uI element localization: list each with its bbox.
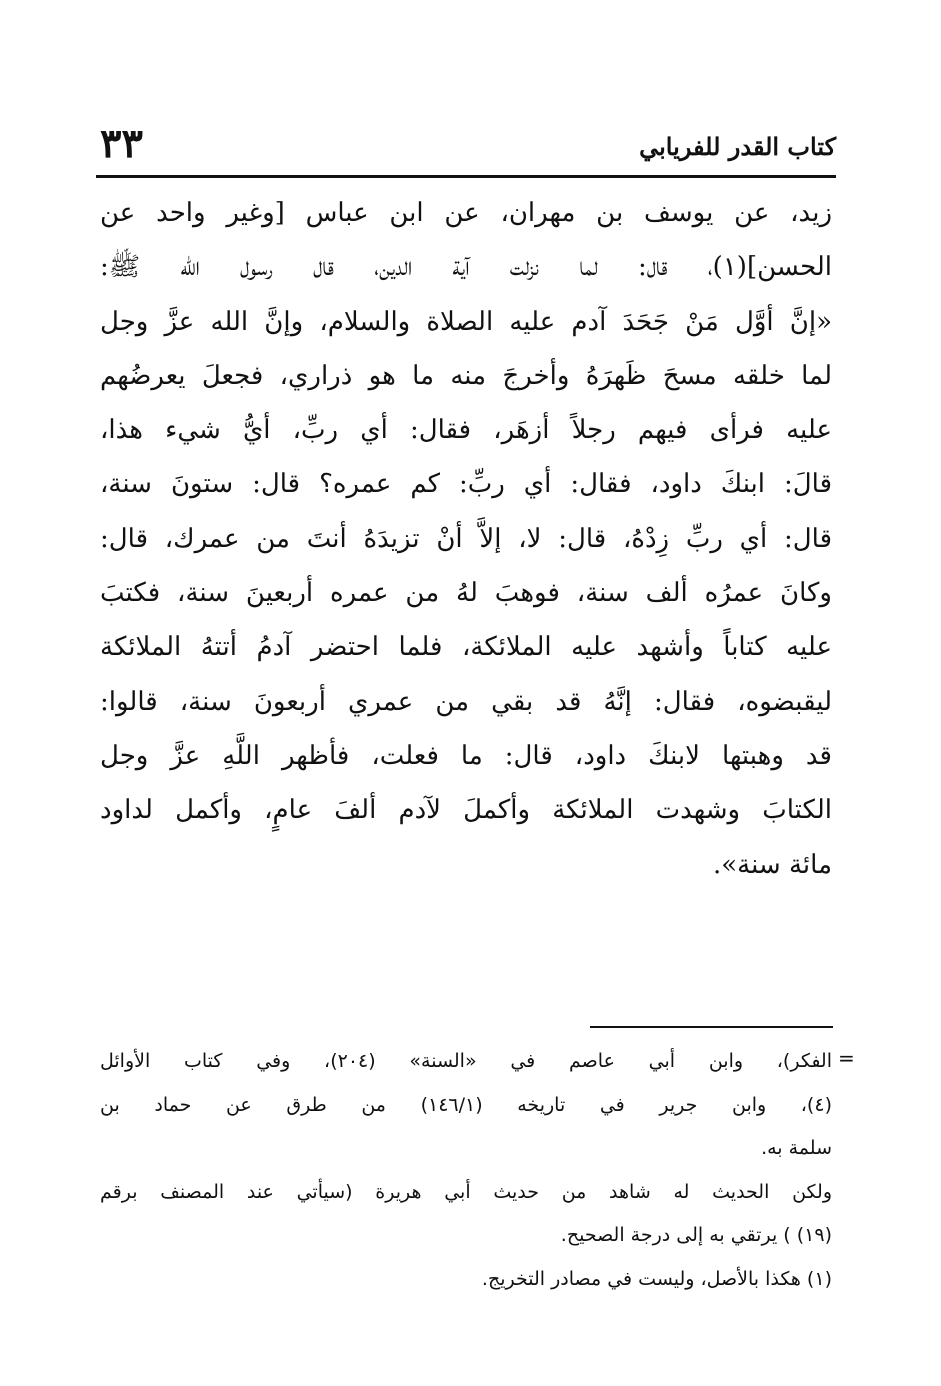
running-title: كتاب القدر للفريابي xyxy=(639,132,836,161)
footnote-line: سلمة به. xyxy=(761,1137,832,1159)
text-line: لما خلقه مسحَ ظَهرَهُ وأخرجَ منه ما هو ذراري، فجعلَ يعرضُهم xyxy=(100,360,832,391)
text-line: ليقبضوه، فقال: إنَّهُ قد بقي من عمري أربعونَ سنة، قالوا: xyxy=(100,686,832,717)
header-divider xyxy=(96,175,836,178)
text-line: الحسن](١)، قال: لما نزلت آية الدين، قال رسول الله ﷺ: xyxy=(100,252,832,283)
text-line: عليه فرأى فيهم رجلاً أزهَر، فقال: أي ربِّ، أيُّ شيء هذا، xyxy=(100,415,832,446)
text-line: قال: أي ربِّ زِدْهُ، قال: لا، إلاَّ أنْ تزيدَهُ أنتَ من عمرك، قال: xyxy=(100,523,832,554)
footnote-line: (١٩) ) يرتقي به إلى درجة الصحيح. xyxy=(560,1224,832,1246)
footnote-1: (١) هكذا بالأصل، وليست في مصادر التخريج. xyxy=(481,1267,832,1290)
footnote-line: ولكن الحديث له شاهد من حديث أبي هريرة (سيأتي عند المصنف برقم xyxy=(100,1180,832,1203)
text-line: قالَ: ابنكَ داود، فقال: أي ربِّ: كم عمره؟ قال: ستونَ سنة، xyxy=(100,469,832,500)
text-line: زيد، عن يوسف بن مهران، عن ابن عباس [وغير واحد عن xyxy=(100,198,832,228)
text-line: قد وهبتها لابنكَ داود، قال: ما فعلت، فأظهر اللَّهِ عزَّ وجل xyxy=(100,740,832,771)
page-header xyxy=(96,118,836,174)
text-line: مائة سنة». xyxy=(712,849,832,880)
footnote-continuation-mark: = xyxy=(838,1046,855,1070)
text-line: عليه كتاباً وأشهد عليه الملائكة، فلما احتضر آدمُ أتتهُ الملائكة xyxy=(100,632,832,663)
footnotes xyxy=(100,1040,832,1301)
text-line: وكانَ عمرُه ألف سنة، فوهبَ لهُ من عمره أربعينَ سنة، فكتبَ xyxy=(100,578,832,609)
footnote-line: (٤)، وابن جرير في تاريخه (١٤٦/١) من طرق عن حماد بن xyxy=(100,1093,832,1116)
text-line: الكتابَ وشهدت الملائكة وأكملَ لآدم ألفَ عامٍ، وأكمل لداود xyxy=(100,795,832,826)
footnote-divider xyxy=(590,1026,833,1028)
text-line: «إنَّ أوَّل مَنْ جَحَدَ آدم عليه الصلاة والسلام، وإنَّ الله عزَّ وجل xyxy=(100,306,832,337)
page-number: ٣٣ xyxy=(100,120,143,167)
footnote-line: الفكر)، وابن أبي عاصم في «السنة» (٢٠٤)، وفي كتاب الأوائل xyxy=(100,1050,832,1072)
main-text xyxy=(100,186,832,892)
